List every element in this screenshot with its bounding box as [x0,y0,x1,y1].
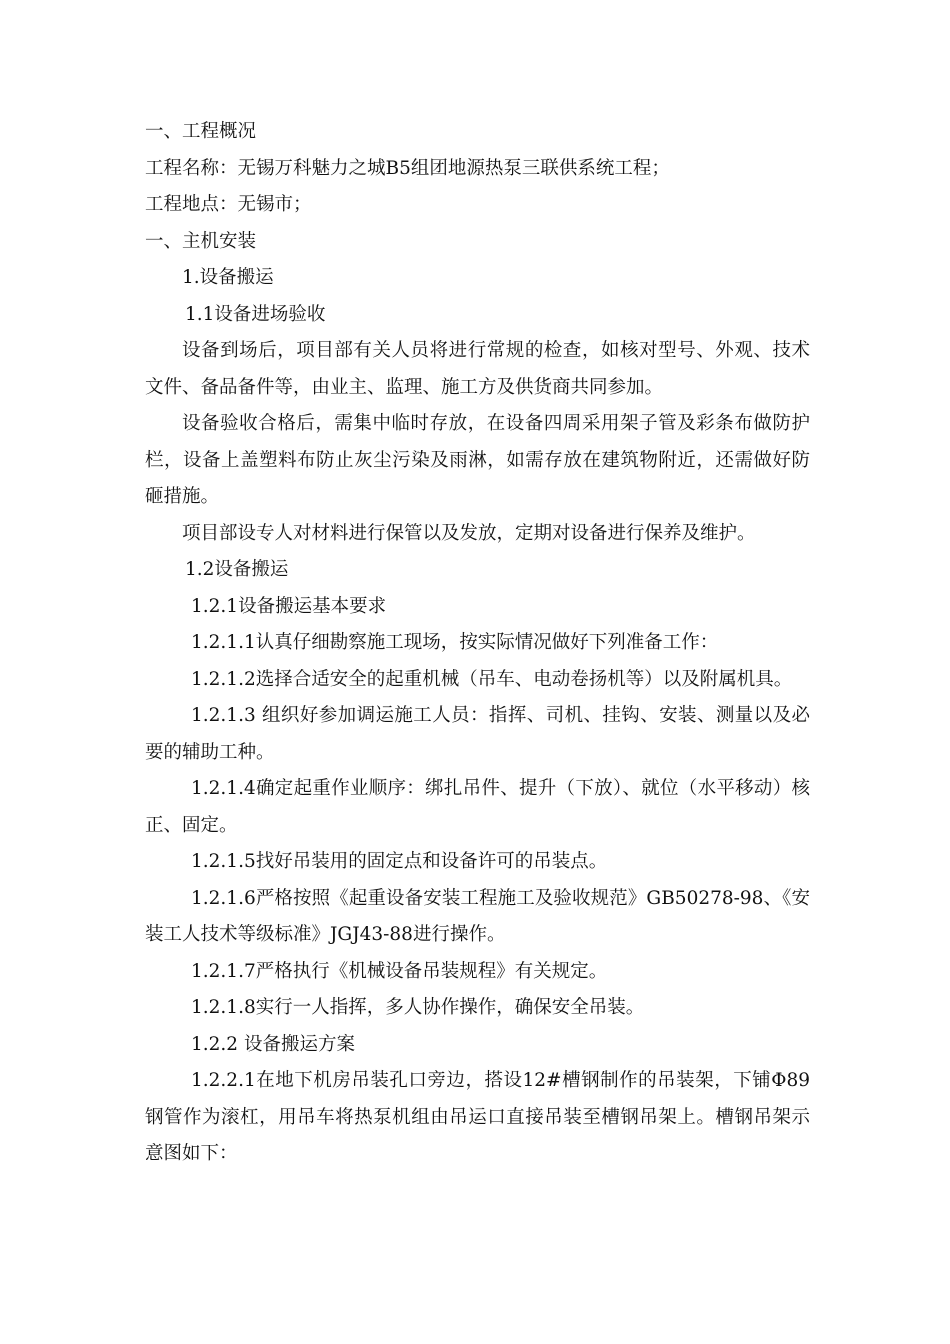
subheading-transport-plan: 1.2.2 设备搬运方案 [191,1033,355,1055]
subheading-equipment-transport: 1.设备搬运 [182,267,274,288]
subheading-basic-requirements: 1.2.1设备搬运基本要求 [191,595,387,617]
body-paragraph: 项目部设专人对材料进行保管以及发放，定期对设备进行保养及维护。 [182,522,756,544]
project-location-line: 工程地点：无锡市； [145,194,312,215]
list-item: 1.2.1.7严格执行《机械设备吊装规程》有关规定。 [191,960,608,982]
section-heading-overview: 一、工程概况 [145,121,257,142]
body-paragraph: 设备到场后，项目部有关人员将进行常规的检查，如核对型号、外观、技术文件、备品备件等，由业主、监理、施工方及供货商共同参加。 [145,340,810,398]
project-name-line: 工程名称：无锡万科魅力之城B5组团地源热泵三联供系统工程； [145,157,670,179]
list-item: 1.2.2.1在地下机房吊装孔口旁边，搭设12#槽钢制作的吊装架，下铺Φ89钢管作为滚杠，用吊车将热泵机组由吊运口直接吊装至槽钢吊架上。槽钢吊架示意图如下： [145,1070,810,1164]
list-item: 1.2.1.8实行一人指挥，多人协作操作，确保安全吊装。 [191,997,645,1018]
body-paragraph: 设备验收合格后，需集中临时存放，在设备四周采用架子管及彩条布做防护栏，设备上盖塑料布防止灰尘污染及雨淋，如需存放在建筑物附近，还需做好防砸措施。 [145,413,810,507]
section-heading-main-unit: 一、主机安装 [145,230,257,252]
subheading-transport: 1.2设备搬运 [185,559,289,580]
list-item: 1.2.1.4确定起重作业顺序：绑扎吊件、提升（下放）、就位（水平移动）核正、固定。 [145,778,810,836]
list-item: 1.2.1.5找好吊装用的固定点和设备许可的吊装点。 [191,851,608,872]
list-item: 1.2.1.1认真仔细勘察施工现场，按实际情况做好下列准备工作： [191,632,719,653]
list-item: 1.2.1.6严格按照《起重设备安装工程施工及验收规范》GB50278-98、《安装工人技术等级标准》JGJ43-88进行操作。 [145,887,810,945]
list-item: 1.2.1.2选择合适安全的起重机械（吊车、电动卷扬机等）以及附属机具。 [191,668,793,690]
document-body [145,114,810,1173]
subheading-acceptance: 1.1设备进场验收 [185,303,326,325]
list-item: 1.2.1.3 组织好参加调运施工人员：指挥、司机、挂钩、安装、测量以及必要的辅助工种。 [145,705,810,763]
